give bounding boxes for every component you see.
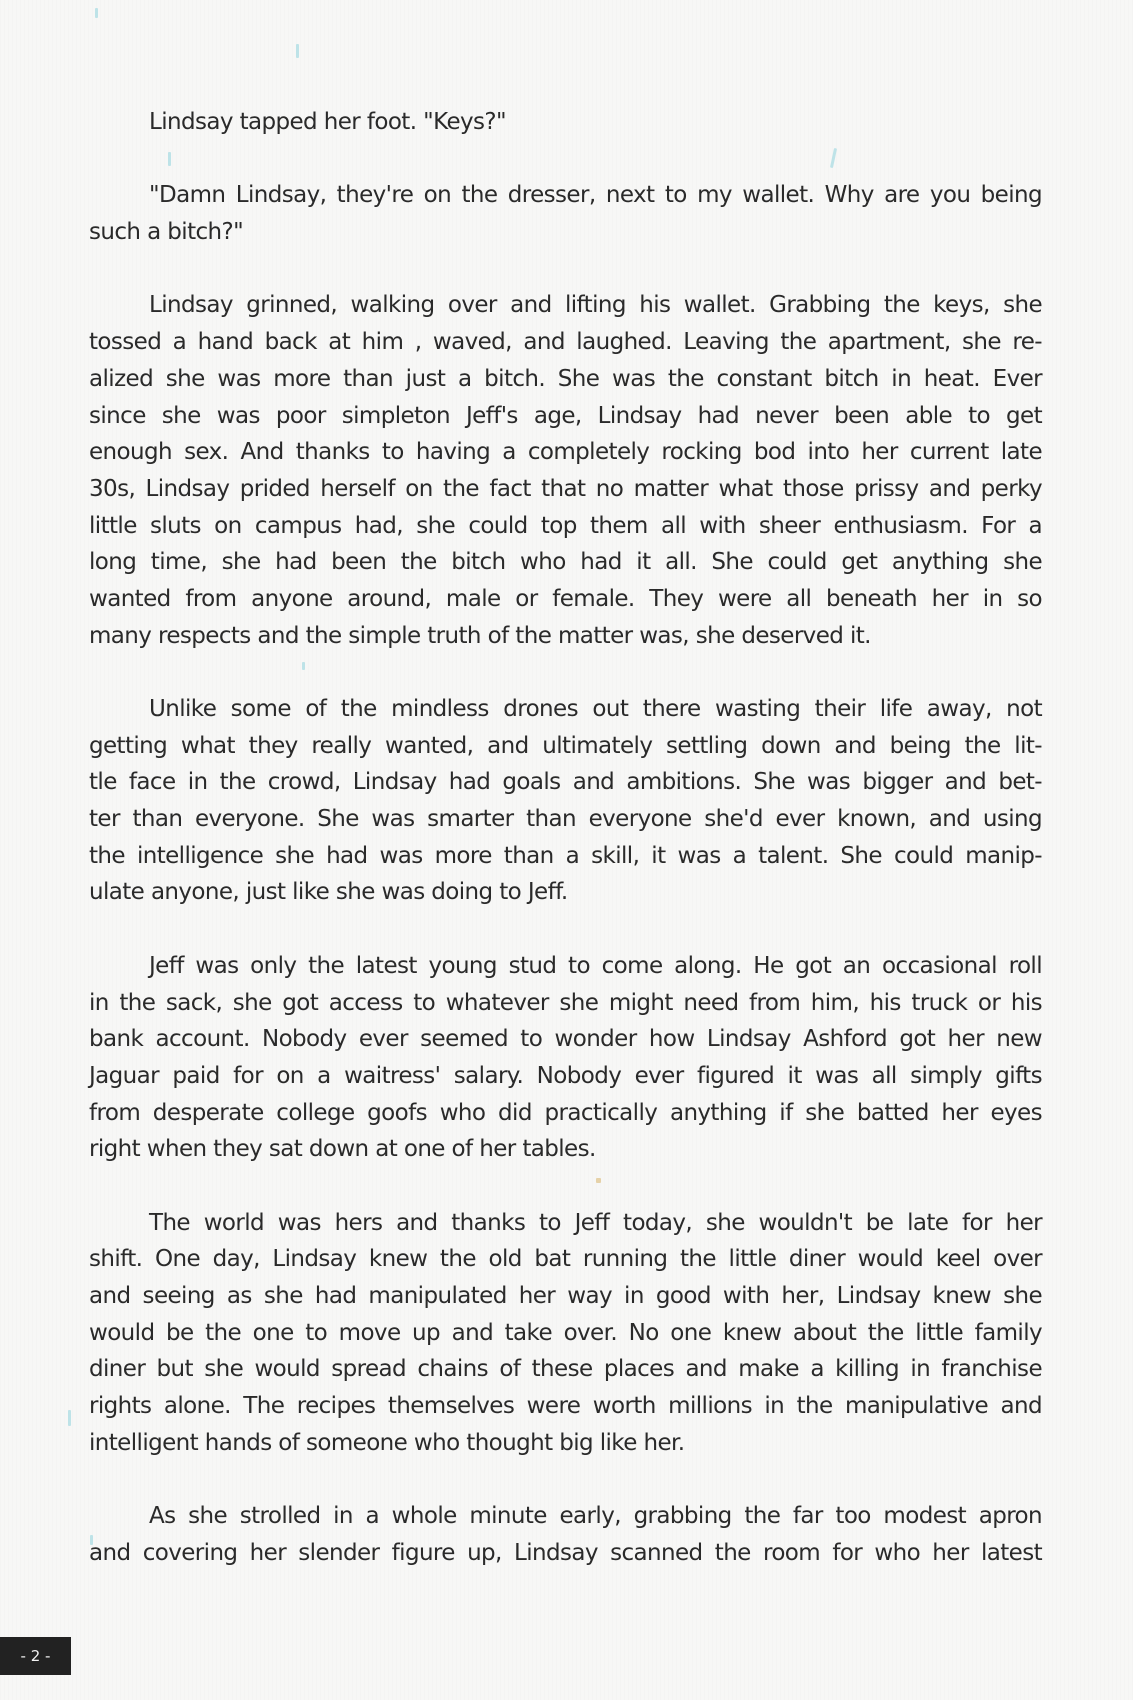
paper-speck [95, 8, 98, 18]
text-line: wanted from anyone around, male or female. They were all beneath her in so [89, 585, 1042, 612]
page-number: - 2 - [20, 1647, 51, 1665]
paragraph [89, 691, 1042, 911]
text-line: Lindsay grinned, walking over and lifting his wallet. Grabbing the keys, she [149, 292, 1042, 319]
text-line: little sluts on campus had, she could top them all with sheer enthusiasm. For a [89, 512, 1042, 539]
text-line: Jaguar paid for on a waitress' salary. Nobody ever figured it was all simply gifts [89, 1062, 1042, 1089]
text-line: many respects and the simple truth of the matter was, she deserved it. [89, 622, 871, 649]
text-line: and covering her slender figure up, Lindsay scanned the room for who her latest [89, 1539, 1042, 1566]
text-line: Unlike some of the mindless drones out there wasting their life away, not [149, 696, 1042, 722]
text-line: ulate anyone, just like she was doing to Jeff. [89, 879, 568, 906]
page-number-badge [0, 1637, 71, 1675]
paragraph [89, 287, 1042, 654]
text-line: ter than everyone. She was smarter than everyone she'd ever known, and using [89, 806, 1042, 833]
paragraph [89, 104, 1042, 141]
text-line: since she was poor simpleton Jeff's age, Lindsay had never been able to get [89, 402, 1042, 429]
text-line: tle face in the crowd, Lindsay had goals and ambitions. She was bigger and bet- [89, 769, 1042, 796]
text-line: bank account. Nobody ever seemed to wonder how Lindsay Ashford got her new [89, 1026, 1042, 1053]
text-line: tossed a hand back at him , waved, and laughed. Leaving the apartment, she re- [89, 329, 1042, 356]
text-line: alized she was more than just a bitch. She was the constant bitch in heat. Ever [89, 365, 1042, 392]
paragraph [89, 1205, 1042, 1462]
text-line: intelligent hands of someone who thought big like her. [89, 1429, 685, 1456]
text-line: rights alone. The recipes themselves were worth millions in the manipulative and [89, 1393, 1042, 1420]
text-line: Lindsay tapped her foot. "Keys?" [149, 109, 506, 135]
text-line: the intelligence she had was more than a skill, it was a talent. She could manip- [89, 842, 1042, 869]
text-line: and seeing as she had manipulated her way in good with her, Lindsay knew she [89, 1283, 1042, 1309]
text-line: long time, she had been the bitch who had it all. She could get anything she [89, 549, 1042, 576]
paragraph [89, 948, 1042, 1168]
paragraph [89, 177, 1042, 250]
paper-speck [68, 1410, 71, 1426]
text-line: from desperate college goofs who did practically anything if she batted her eyes [89, 1099, 1042, 1126]
paragraph [89, 1498, 1042, 1571]
text-line: would be the one to move up and take over. No one knew about the little family [89, 1319, 1042, 1346]
text-line: 30s, Lindsay prided herself on the fact that no matter what those prissy and perky [89, 475, 1042, 502]
text-line: diner but she would spread chains of these places and make a killing in franchise [89, 1356, 1042, 1383]
text-line: shift. One day, Lindsay knew the old bat running the little diner would keel over [89, 1246, 1042, 1273]
text-line: Jeff was only the latest young stud to come along. He got an occasional roll [149, 952, 1042, 979]
body-text [89, 104, 1042, 1608]
text-line: As she strolled in a whole minute early, grabbing the far too modest apron [149, 1503, 1042, 1530]
text-line: The world was hers and thanks to Jeff today, she wouldn't be late for her [149, 1209, 1042, 1236]
text-line: such a bitch?" [89, 219, 244, 246]
text-line: getting what they really wanted, and ultimately settling down and being the lit- [89, 732, 1042, 759]
text-line: "Damn Lindsay, they're on the dresser, next to my wallet. Why are you being [149, 182, 1042, 209]
text-line: in the sack, she got access to whatever she might need from him, his truck or his [89, 989, 1042, 1016]
text-line: right when they sat down at one of her tables. [89, 1136, 596, 1163]
paper-speck [296, 44, 299, 58]
text-line: enough sex. And thanks to having a completely rocking bod into her current late [89, 439, 1042, 466]
